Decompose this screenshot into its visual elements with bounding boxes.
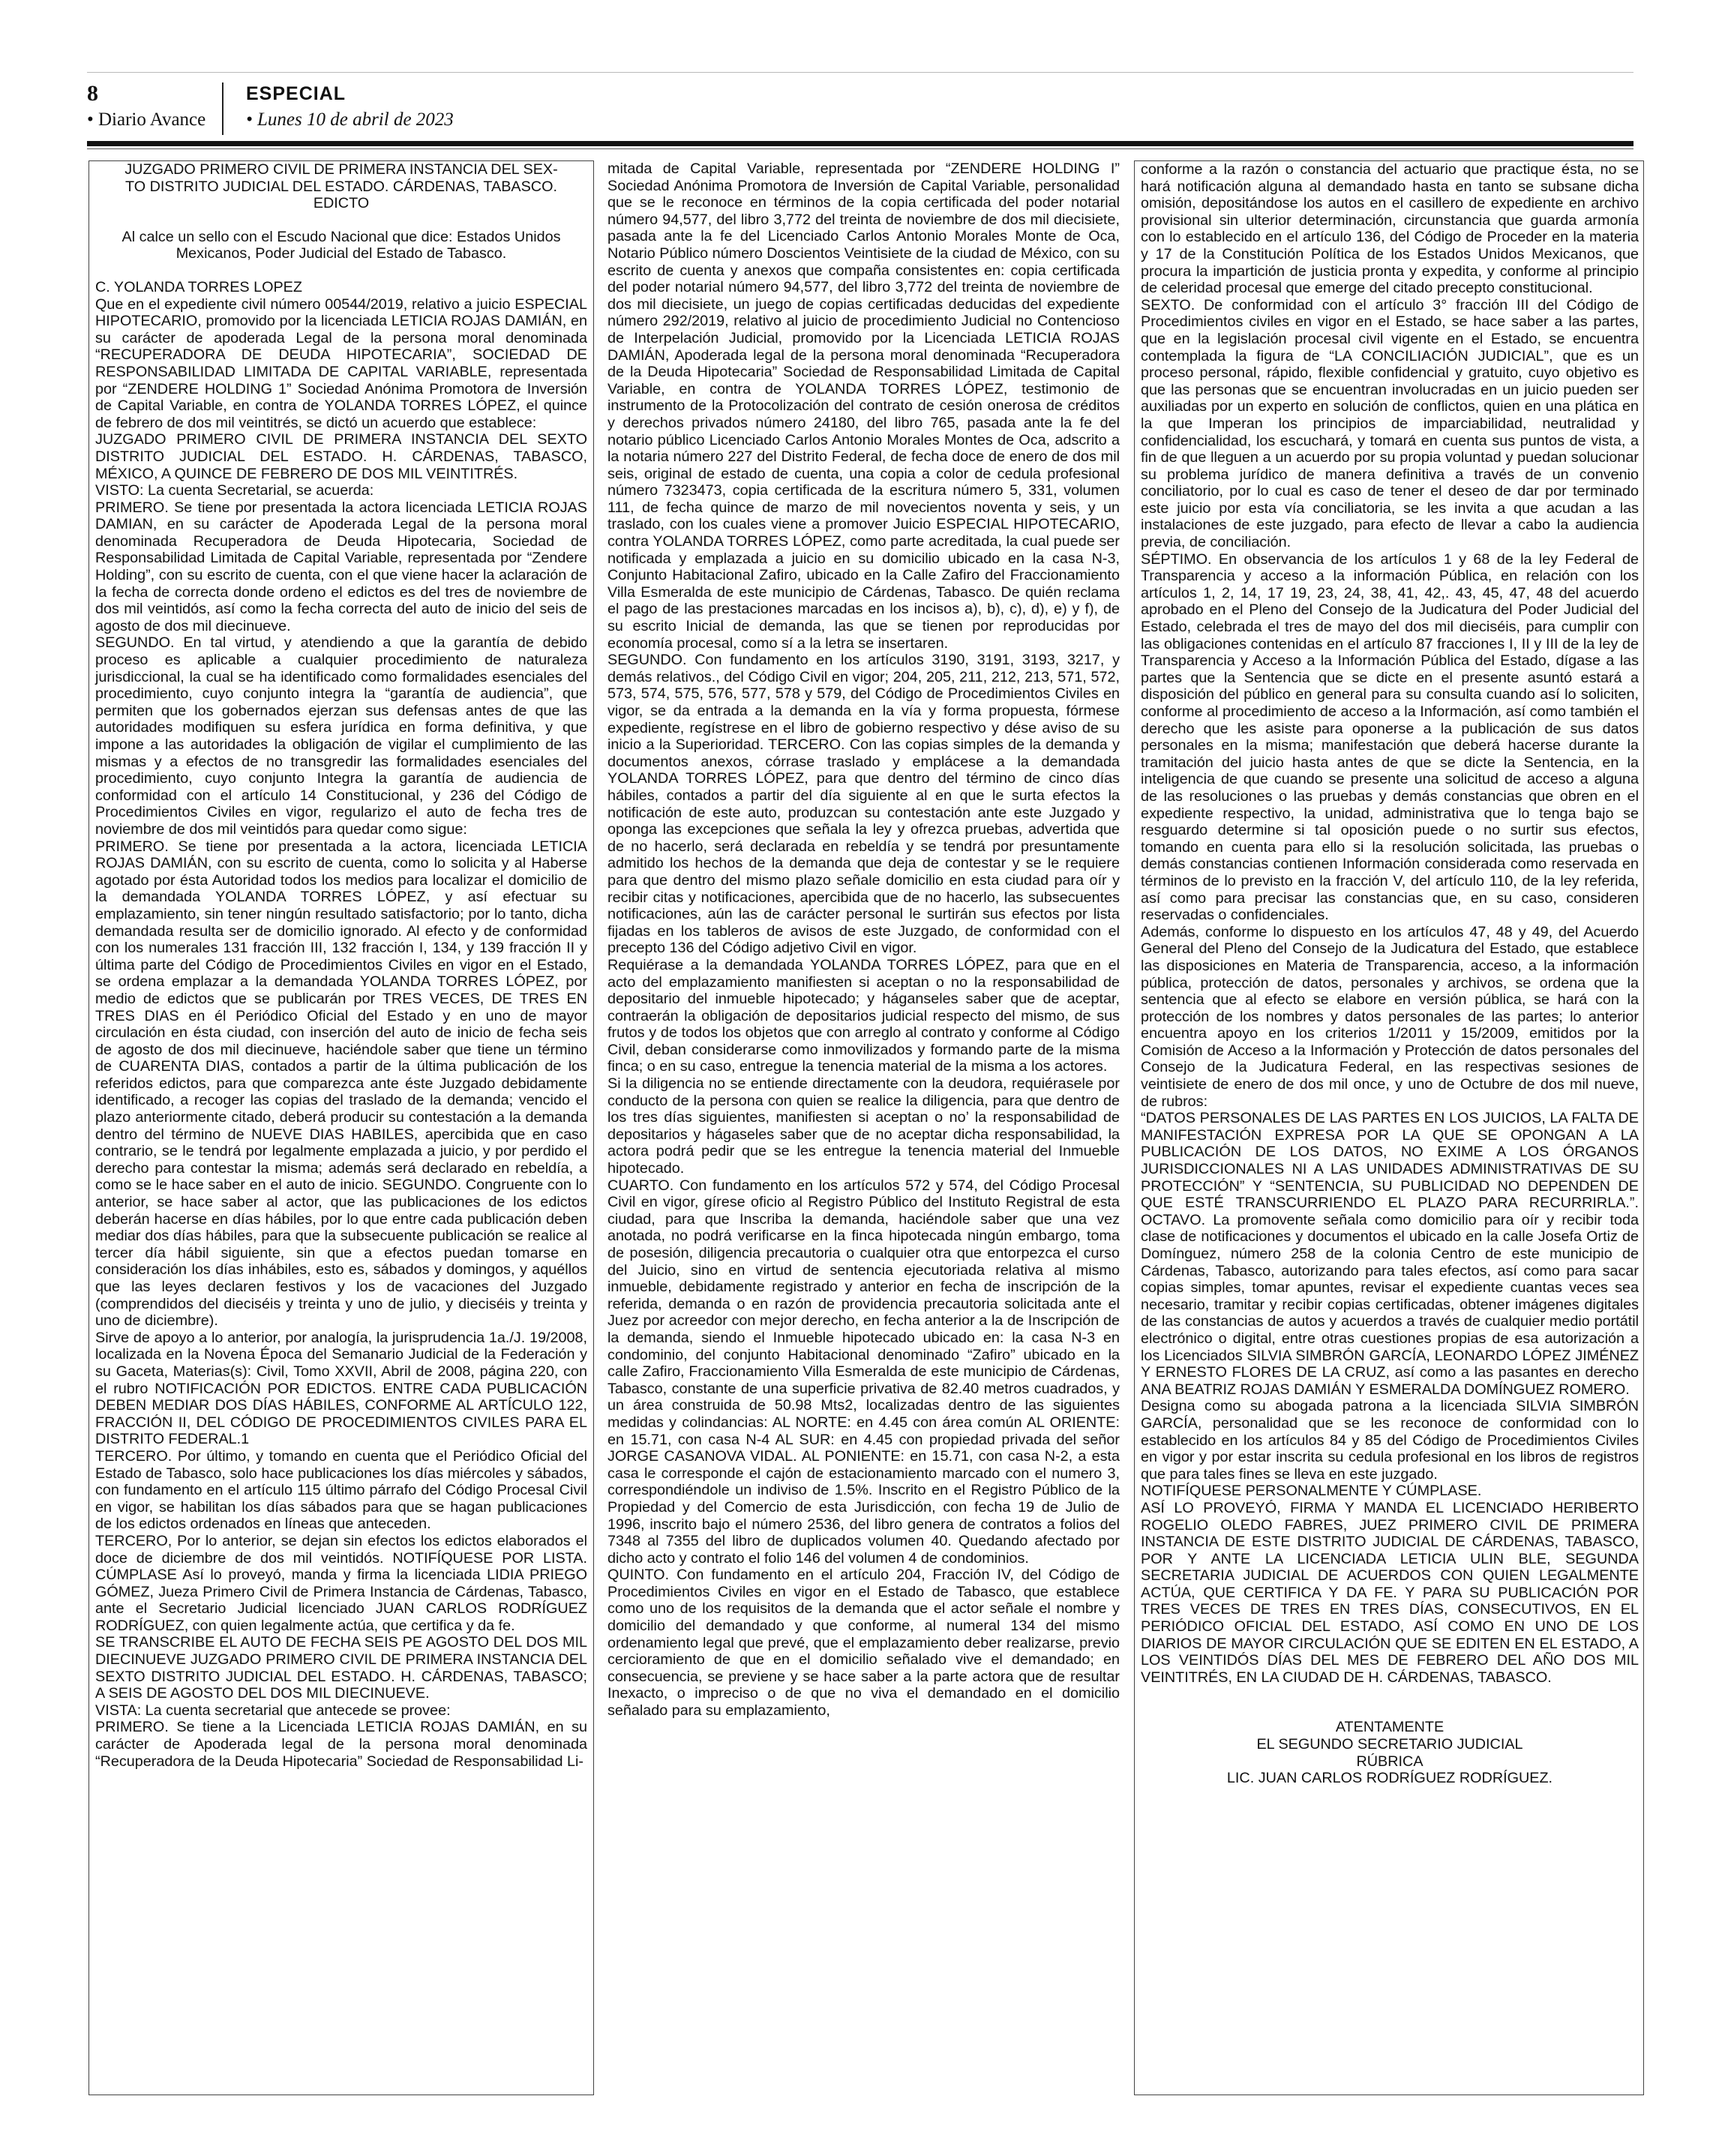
- top-hairline: [87, 72, 1634, 73]
- header-rule-thin: [87, 148, 1634, 149]
- paragraph: PRIMERO. Se tiene a la Licenciada LETICIA ROJAS DAMIÁN, en su carácter de Apoderada legal de la persona moral denominada “Recuperadora de la Deuda Hipotecaria” Sociedad de Responsabilidad Li-: [95, 1719, 587, 1770]
- paragraph: VISTA: La cuenta secretarial que antecede se provee:: [95, 1702, 451, 1719]
- paragraph: PRIMERO. Se tiene por presentada a la actora, licenciada LETICIA ROJAS DAMIÁN, con su escrito de cuenta, como lo solicita y al Haberse agotado por ésta Autoridad todos los medios para localizar el domicilio de la demandada YOLANDA TORRES LÓPEZ, y así efectuar su emplazamiento, sin tener ningún resultado satisfactorio; por lo tanto, dicha demandada resulta ser de domicilio ignorado. Al efecto y de conformidad con los numerales 131 fracción III, 132 fracción I, 134, y 139 fracción II y última parte del Código de Procedimientos Civiles en vigor en el Estado, se ordena emplazar a la demandada YOLANDA TORRES LÓPEZ, por medio de edictos que se publicarán por TRES VECES, DE TRES EN TRES DIAS en él Periódico Oficial del Estado y en uno de mayor circulación en ésta ciudad, con inserción del auto de inicio de fecha seis de agosto de dos mil diecinueve, haciéndole saber que tiene un término de CUARENTA DIAS, contados a partir de la última publicación de los referidos edictos, para que comparezca ante éste Juzgado debidamente identificado, a recoger las copias del traslado de la demanda; vencido el plazo anteriormente citado, deberá producir su contestación a la demanda dentro del término de NUEVE DIAS HABILES, apercibida que en caso contrario, se le tendrá por legalmente emplazada a juicio, y por perdido el derecho para contestar la misma; además será declarado en rebeldía, a como se le hace saber en el auto de inicio. SEGUNDO. Congruente con lo anterior, se hace saber al actor, que las publicaciones de los edictos deberán hacerse en días hábiles, por lo que entre cada publicación deben mediar dos días hábiles, para que la subsecuente publicación se realice al tercer día hábil siguiente, sin que a efectos puedan tomarse en consideración los días inhábiles, esto es, sábados y domingos, y aquéllos que las leyes declaren festivos y los de vacaciones del Juzgado (comprendidos del dieciséis y treinta y uno de julio, y dieciséis y treinta y uno de diciembre).: [95, 838, 587, 1330]
- paragraph: JUZGADO PRIMERO CIVIL DE PRIMERA INSTANCIA DEL SEXTO DISTRITO JUDICIAL DEL ESTADO. H. CÁRDENAS, TABASCO, MÉXICO, A QUINCE DE FEBRERO DE DOS MIL VEINTITRÉS.: [95, 431, 587, 482]
- masthead-divider: [222, 82, 224, 135]
- paragraph: SE TRANSCRIBE EL AUTO DE FECHA SEIS PE AGOSTO DEL DOS MIL DIECINUEVE JUZGADO PRIMERO CIVIL DE PRIMERA INSTANCIA DEL SEXTO DISTRITO JUDICIAL DEL ESTADO. H. CÁRDENAS, TABASCO; A SEIS DE AGOSTO DEL DOS MIL DIECINUEVE.: [95, 1634, 587, 1702]
- paragraph: NOTIFÍQUESE PERSONALMENTE Y CÚMPLASE.: [1141, 1483, 1482, 1500]
- paragraph: VISTO: La cuenta Secretarial, se acuerda:: [95, 482, 374, 499]
- column-3: [1134, 160, 1644, 2095]
- paragraph: Además, conforme lo dispuesto en los artículos 47, 48 y 49, del Acuerdo General del Pleno del Consejo de la Judicatura del Estado, que establece las disposiciones en Materia de Transparencia, acceso, a la información pública, protección de datos, personales y archivos, se ordena que la sentencia que al efecto se elabore en versión pública, se hará con la protección de los nombres y datos personales de las partes; lo anterior encuentra apoyo en los criterios 1/2011 y 15/2009, emitidos por la Comisión de Acceso a la Información y Protección de datos personales del Consejo de la Judicatura Federal, en las respectivas sesiones de veintisiete de enero de dos mil once, y uno de Octubre de dos mil nueve, de rubros:: [1141, 923, 1639, 1110]
- signature-line: EL SEGUNDO SECRETARIO JUDICIAL: [1256, 1736, 1523, 1753]
- paragraph: PRIMERO. Se tiene por presentada la actora licenciada LETICIA ROJAS DAMIAN, en su carácter de Apoderada Legal de la persona moral denominada Recuperadora de Deuda Hipotecaria, Sociedad de Responsabilidad Limitada de Capital Variable, representada por “Zendere Holding”, con su escrito de cuenta, con el que viene hacer la aclaración de la fecha de correcta donde ordeno el edictos es del tres de noviembre de dos mil veintidós, así como la fecha correcta del auto de inicio del seis de agosto de dos mil diecinueve.: [95, 499, 587, 634]
- page-number: 8: [87, 81, 98, 106]
- header-rule: [87, 141, 1634, 146]
- paragraph: QUINTO. Con fundamento en el artículo 204, Fracción IV, del Código de Procedimientos Civiles en vigor en el Estado de Tabasco, que establece como uno de los requisitos de la demanda que el actor señale el nombre y domicilio del demandado y que conforme, al numeral 134 del mismo ordenamiento legal que prevé, que el emplazamiento deber realizarse, previo cercioramiento de que en el domicilio señalado vive el demandado; en consecuencia, se previene y se hace saber a la parte actora que de resultar Inexacto, o impreciso o de que no viva el demandado en el domicilio señalado para su emplazamiento,: [608, 1567, 1120, 1720]
- signature-line: RÚBRICA: [1356, 1753, 1424, 1770]
- paragraph: TERCERO, Por lo anterior, se dejan sin efectos los edictos elaborados el doce de diciembre de dos mil veintidós. NOTIFÍQUESE POR LISTA. CÚMPLASE Así lo proveyó, manda y firma la licenciada LIDIA PRIEGO GÓMEZ, Jueza Primero Civil de Primera Instancia de Cárdenas, Tabasco, ante el Secretario Judicial licenciado JUAN CARLOS RODRÍGUEZ RODRÍGUEZ, con quien legalmente actúa, que certifica y da fe.: [95, 1532, 587, 1634]
- paragraph: Que en el expediente civil número 00544/2019, relativo a juicio ESPECIAL HIPOTECARIO, promovido por la licenciada LETICIA ROJAS DAMIÁN, en su carácter de apoderada Legal de la persona moral denominada “RECUPERADORA DE DEUDA HIPOTECARIA”, SOCIEDAD DE RESPONSABILIDAD LIMITADA DE CAPITAL VARIABLE, representada por “ZENDERE HOLDING 1” Sociedad Anónima Promotora de Inversión de Capital Variable, en contra de YOLANDA TORRES LÓPEZ, el quince de febrero de dos mil veintitrés, se dictó un acuerdo que establece:: [95, 295, 587, 431]
- spacer: [1141, 1686, 1639, 1702]
- paragraph: TERCERO. Por último, y tomando en cuenta que el Periódico Oficial del Estado de Tabasco, solo hace publicaciones los días miércoles y sábados, con fundamento en el artículo 115 último párrafo del Código Procesal Civil en vigor, se habilitan los días sábados para que se hagan publicaciones de los edictos ordenados en líneas que anteceden.: [95, 1447, 587, 1533]
- paragraph: Sirve de apoyo a lo anterior, por analogía, la jurisprudencia 1a./J. 19/2008, localizada en la Novena Época del Semanario Judicial de la Federación y su Gaceta, Materias(s): Civil, Tomo XXVII, Abril de 2008, página 220, con el rubro NOTIFICACIÓN POR EDICTOS. ENTRE CADA PUBLICACIÓN DEBEN MEDIAR DOS DÍAS HÁBILES, CONFORME AL ARTÍCULO 122, FRACCIÓN II, DEL CÓDIGO DE PROCEDIMIENTOS CIVILES PARA EL DISTRITO FEDERAL.1: [95, 1329, 587, 1448]
- paragraph: SEGUNDO. Con fundamento en los artículos 3190, 3191, 3193, 3217, y demás relativos., del Código Civil en vigor; 204, 205, 211, 212, 213, 571, 572, 573, 574, 575, 576, 577, 578 y 579, del Código de Procedimientos Civiles en vigor, se da entrada a la demanda en la vía y forma propuesta, fórmese expediente, regístrese en el libro de gobierno respectivo y dése aviso de su inicio a la Superioridad. TERCERO. Con las copias simples de la demanda y documentos anexos, córrase traslado y emplácese a la demandada YOLANDA TORRES LÓPEZ, para que dentro del término de cinco días hábiles, contados a partir del día siguiente al en que le surta efectos la notificación de este auto, produzcan su contestación ante este Juzgado y oponga las excepciones que señala la ley y ofrezca pruebas, advertida que de no hacerlo, será declarada en rebeldía y se tendrá por presuntamente admitido los hechos de la demanda que deja de contestar y se le requiere para que dentro del mismo plazo señale domicilio en esta ciudad para oír y recibir citas y notificaciones, apercibida que de no hacerlo, las subsecuentes notificaciones, aún las de carácter personal le surtirán sus efectos por lista fijadas en los tableros de avisos de este Juzgado, de conformidad con el precepto 136 del Código adjetivo Civil en vigor.: [608, 652, 1120, 957]
- court-heading: JUZGADO PRIMERO CIVIL DE PRIMERA INSTANCIA DEL SEX-: [124, 161, 558, 178]
- paragraph: mitada de Capital Variable, representada por “ZENDERE HOLDING I” Sociedad Anónima Promotora de Inversión de Capital Variable, personalidad que se le reconoce en términos de la copia certificada del poder notarial número 94,577, del libro 3,772 del treinta de noviembre de dos mil diecisiete, pasada ante la fe del Licenciado Carlos Antonio Morales Monte de Oca, Notario Público número Doscientos Veintisiete de la ciudad de México, con su escrito de cuenta y anexos que compaña consistentes en: copia certificada del poder notarial número 94,577, del libro 3,772 del treinta de noviembre de dos mil diecisiete, un juego de copias certificadas deducidas del expediente número 292/2019, relativo al juicio de procedimiento Judicial no Contencioso de Interpelación Judicial, promovido por la Licenciada LETICIA ROJAS DAMIÁN, Apoderada legal de la persona moral denominada “Recuperadora de la Deuda Hipotecaria” Sociedad de Responsabilidad Limitada de Capital Variable, en contra de YOLANDA TORRES LÓPEZ, testimonio de instrumento de la Protocolización del contrato de cesión onerosa de créditos y derechos privados número 24180, del libro 765, pasada ante la fe del notario público Licenciado Carlos Antonio Morales Montes de Oca, adscrito a la notaria número 227 del Distrito Federal, de fecha doce de enero de dos mil seis, original de estado de cuenta, una copia a color de cedula profesional número 7323473, copia certificada de la escritura número 5, 331, volumen 111, de fecha quince de marzo de mil novecientos noventa y seis, y un traslado, con los cuales viene a promover Juicio ESPECIAL HIPOTECARIO, contra YOLANDA TORRES LÓPEZ, como parte acreditada, la cual puede ser notificada y emplazada a juicio en su domicilio ubicado en la casa N-3, Conjunto Habitacional Zafiro, ubicado en la Calle Zafiro del Fraccionamiento Villa Esmeralda de este municipio de Cárdenas, Tabasco. De quién reclama el pago de las prestaciones marcadas en los incisos a), b), c), d), e) y f), de su escrito Inicial de demanda, las que se tienen por reproducidas por economía procesal, como sí a la letra se insertaren.: [608, 160, 1120, 652]
- paragraph: “DATOS PERSONALES DE LAS PARTES EN LOS JUICIOS, LA FALTA DE MANIFESTACIÓN EXPRESA POR LA QUE SE OPONGAN A LA PUBLICACIÓN DE LOS DATOS, NO EXIME A LOS ÓRGANOS JURISDICCIONALES NI A LAS UNIDADES ADMINISTRATIVAS DE SU PROTECCIÓN” Y “SENTENCIA, SU PUBLICIDAD NO DEPENDEN DE QUE ESTÉ TRANSCURRIENDO EL PLAZO PARA RECURRIRLA.”. OCTAVO. La promovente señala como domicilio para oír y recibir toda clase de notificaciones y documentos el ubicado en la calle Josefa Ortiz de Domínguez, número 258 de la colonia Centro de este municipio de Cárdenas, Tabasco, autorizando para tales efectos, así como para sacar copias simples, tomar apuntes, revisar el expediente cuantas veces sea necesario, tramitar y recibir copias certificadas, obtener imágenes digitales de las constancias de autos y acuerdos a través de cualquier medio portátil electrónico o digital, entre otras cuestiones propias de esa autorización a los Licenciados SILVIA SIMBRÓN GARCÍA, LEONARDO LÓPEZ JIMÉNEZ Y ERNESTO FLORES DE LA CRUZ, así como a las pasantes en derecho ANA BEATRIZ ROJAS DAMIÁN Y ESMERALDA DOMÍNGUEZ ROMERO.: [1141, 1110, 1639, 1398]
- section-title: ESPECIAL: [246, 83, 346, 104]
- paragraph: SÉPTIMO. En observancia de los artículos 1 y 68 de la ley Federal de Transparencia y acceso a la información Pública, en relación con los artículos 1, 2, 14, 17 19, 23, 24, 38, 41, 42,. 43, 45, 47, 48 del acuerdo aprobado en el Pleno del Consejo de la Judicatura del Poder Judicial del Estado, celebrada el tres de mayo del dos mil dieciséis, para cumplir con las obligaciones contenidas en el artículo 87 fracciones I, II y III de la ley de Transparencia y Acceso a la Información Pública del Estado, dígase a las partes que la Sentencia que se dicte en el presente asuntó estará a disposición del público en general para su consulta cuando así lo soliciten, conforme al procedimiento de acceso a la Información, así como también el derecho que les asiste para oponerse a la publicación de sus datos personales en la misma; manifestación que deberá hacerse durante la tramitación del juicio hasta antes de que se dicte la Sentencia, en la inteligencia de que cuando se presente una solicitud de acceso a alguna de las resoluciones o las pruebas y demás constancias que obren en el expediente respectivo, la unidad, administrativa que lo tenga bajo se resguardo determine si tal oposición puede o no surtir sus efectos, tomando en cuenta para ello si la resolución solicitada, las pruebas o demás constancias contienen Información considerada como reservada en términos de lo previsto en la fracción V, del artículo 110, de la ley referida, así como para precisar las constancias que, en su caso, consideren reservadas o confidenciales.: [1141, 550, 1639, 924]
- signature-line: ATENTAMENTE: [1335, 1719, 1444, 1736]
- publication-date: • Lunes 10 de abril de 2023: [246, 109, 454, 130]
- paragraph: C. YOLANDA TORRES LOPEZ: [95, 278, 302, 295]
- spacer: [95, 262, 587, 279]
- masthead: [87, 82, 1632, 141]
- paragraph: Requiérase a la demandada YOLANDA TORRES LÓPEZ, para que en el acto del emplazamiento manifiesten si aceptan o no la responsabilidad de depositario del inmueble hipotecado; y háganseles saber que de aceptar, contraerán la obligación de depositarios judicial respecto del mismo, de sus frutos y de todos los objetos que con arreglo al contrato y conforme al Código Civil, deban considerarse como inmovilizados y formando parte de la misma finca; o en su caso, entregue la tenencia material de la misma a los actores.: [608, 956, 1120, 1075]
- paragraph: Designa como su abogada patrona a la licenciada SILVIA SIMBRÓN GARCÍA, personalidad que se les reconoce de conformidad con lo establecido en los artículos 84 y 85 del Código de Procedimientos Civiles en vigor y por estar inscrita su cedula profesional en los libros de registros que para tales fines se lleva en este juzgado.: [1141, 1398, 1639, 1483]
- paragraph: conforme a la razón o constancia del actuario que practique ésta, no se hará notificación alguna al demandado hasta en tanto se subsane dicha omisión, depositándose los autos en el casillero de expediente en archivo provisional sin ulterior determinación, circunstancia que guarda armonía con lo establecido en el artículo 136, del Código de Proceder en la materia y 17 de la Constitución Política de los Estados Unidos Mexicanos, que procura la impartición de justicia pronta y expedita, y conforme al principio de celeridad procesal que emerge del citado precepto constitucional.: [1141, 161, 1639, 297]
- paragraph: SEXTO. De conformidad con el artículo 3° fracción III del Código de Procedimientos civiles en vigor en el Estado, se hace saber a las partes, que en la legislación procesal civil vigente en el Estado, se encuentra contemplada la figura de “LA CONCILIACIÓN JUDICIAL”, que es un proceso personal, rápido, flexible confidencial y gratuito, cuyo objetivo es que las personas que se encuentran involucradas en un juicio pueden ser auxiliadas por un experto en solución de conflictos, quien en una plática en la que Imperan los principios de imparciabilidad, neutralidad y confidencialidad, los escuchará, y tomará en cuenta sus puntos de vista, a fin de que lleguen a un acuerdo por su propia voluntad y puedan solucionar su problema jurídico de manera definitiva a través de un convenio conciliatorio, por lo cual es caso de tener el deseo de dar por terminado este juicio por esta vía conciliatoria, se les invita a que acudan a las instalaciones de este juzgado, para efecto de llevar a cabo la audiencia previa, de conciliación.: [1141, 296, 1639, 551]
- paragraph: SEGUNDO. En tal virtud, y atendiendo a que la garantía de debido proceso es aplicable a cualquier procedimiento de naturaleza jurisdiccional, la cual se ha identificado como formalidades esenciales del procedimiento, cuyo conjunto integra la “garantía de audiencia”, que permiten que los gobernados ejerzan sus defensas antes de que las autoridades modifiquen su esfera jurídica en forma definitiva, y que impone a las autoridades la obligación de vigilar el cumplimiento de las mismas y a efectos de no transgredir las formalidades esenciales del procedimiento, cuyo conjunto Integra la garantía de audiencia de conformidad con el artículo 14 Constitucional, y 236 del Código de Procedimientos Civiles en vigor, regularizo el auto de fecha tres de noviembre de dos mil veintidós para quedar como sigue:: [95, 634, 587, 838]
- signature-line: LIC. JUAN CARLOS RODRÍGUEZ RODRÍGUEZ.: [1226, 1770, 1553, 1787]
- column-1: [88, 160, 594, 2095]
- court-heading: TO DISTRITO JUDICIAL DEL ESTADO. CÁRDENAS, TABASCO.: [125, 178, 557, 195]
- column-2: [608, 160, 1120, 2095]
- seal-note: Al calce un sello con el Escudo Nacional que dice: Estados Unidos Mexicanos, Poder Judicial del Estado de Tabasco.: [122, 228, 561, 262]
- spacer: [1141, 1702, 1639, 1719]
- newspaper-name: • Diario Avance: [87, 109, 206, 130]
- paragraph: ASÍ LO PROVEYÓ, FIRMA Y MANDA EL LICENCIADO HERIBERTO ROGELIO OLEDO FABRES, JUEZ PRIMERO CIVIL DE PRIMERA INSTANCIA DE ESTE DISTRITO JUDICIAL DE CÁRDENAS, TABASCO, POR Y ANTE LA LICENCIADA LETICIA ULIN BLE, SEGUNDA SECRETARIA JUDICIAL DE ACUERDOS CON QUIEN LEGALMENTE ACTÚA, QUE CERTIFICA Y DA FE. Y PARA SU PUBLICACIÓN POR TRES VECES DE TRES EN TRES DÍAS, CONSECUTIVOS, EN EL PERIÓDICO OFICIAL DEL ESTADO, ASÍ COMO EN UNO DE LOS DIARIOS DE MAYOR CIRCULACIÓN QUE SE EDITEN EN EL ESTADO, A LOS VEINTIDÓS DÍAS DEL MES DE FEBRERO DEL AÑO DOS MIL VEINTITRÉS, EN LA CIUDAD DE H. CÁRDENAS, TABASCO.: [1141, 1499, 1639, 1686]
- edict-title: EDICTO: [313, 195, 370, 212]
- paragraph: Si la diligencia no se entiende directamente con la deudora, requiérasele por conducto de la persona con quien se realice la diligencia, para que dentro de los tres días siguientes, manifiesten si aceptan o no’ la responsabilidad de depositarios y hágaseles saber que de no aceptar dicha responsabilidad, la actora podrá pedir que se les entregue la tenencia material del Inmueble hipotecado.: [608, 1075, 1120, 1177]
- spacer: [95, 212, 587, 229]
- paragraph: CUARTO. Con fundamento en los artículos 572 y 574, del Código Procesal Civil en vigor, gírese oficio al Registro Público del Instituto Registral de esta ciudad, para que Inscriba la demanda, haciéndole saber que una vez anotada, no podrá verificarse en la finca hipotecada ningún embargo, toma de posesión, diligencia precautoria o cualquier otra que entorpezca el curso del Juicio, sino en virtud de sentencia ejecutoriada relativa al mismo inmueble, debidamente registrado y anterior en fecha de inscripción de la referida, demanda o en razón de providencia precautoria solicitada ante el Juez por acreedor con mejor derecho, en fecha anterior a la de Inscripción de la demanda, siendo el Inmueble hipotecado ubicado en: la casa N-3 en condominio, del conjunto Habitacional denominado “Zafiro” ubicado en la calle Zafiro, Fraccionamiento Villa Esmeralda de este municipio de Cárdenas, Tabasco, constante de una superficie privativa de 82.40 metros cuadrados, y un área construida de 50.98 Mts2, localizadas dentro de las siguientes medidas y colindancias: AL NORTE: en 4.45 con área común AL ORIENTE: en 15.71, con casa N-4 AL SUR: en 4.45 con propiedad privada del señor JORGE CASANOVA VIDAL. AL PONIENTE: en 15.71, con casa N-2, a esta casa le corresponde el cajón de estacionamiento marcado con el numero 3, correspondiéndole un indiviso de 1.5%. Inscrito en el Registro Público de la Propiedad y del Comercio de esta Jurisdicción, con fecha 19 de Julio de 1996, inscrito bajo el número 2536, del libro genera de contratos a folios del 7348 al 7355 del libro de duplicados volumen 40. Quedando afectado por dicho acto y contrato el folio 146 del volumen 4 de condominios.: [608, 1177, 1120, 1567]
